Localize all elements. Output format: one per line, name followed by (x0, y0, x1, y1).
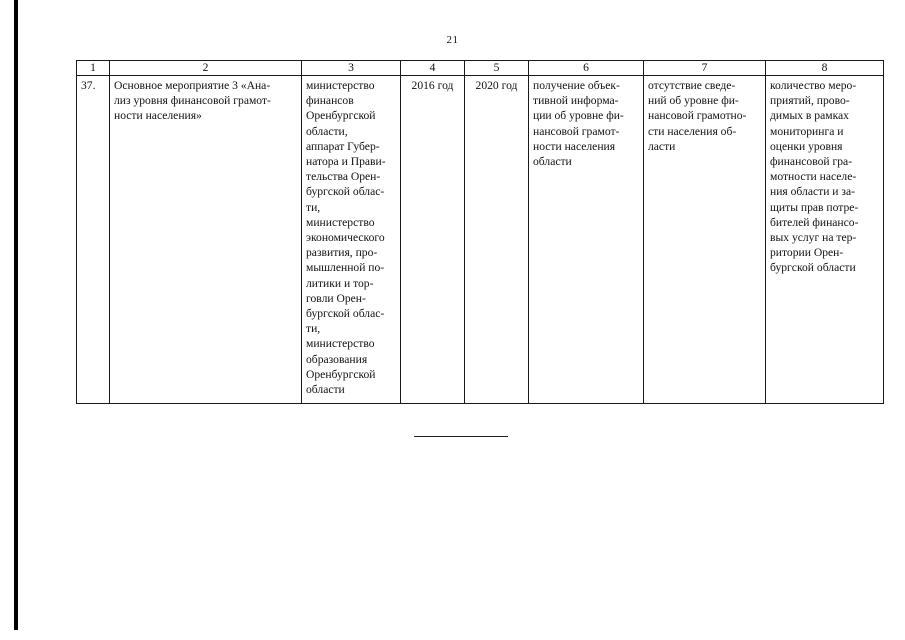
executors-cell: министерство финансов Оренбургской области, аппарат Губер- натора и Прави- тельства Орен- бургской облас- ти, министерство экономического развития, про- мышленной по- литики и тор- говли Орен- бургской облас- ти, министерство образования Оренбургской области (302, 76, 401, 404)
table-header-row (77, 61, 884, 76)
document-table (76, 60, 884, 404)
header-cell: 3 (302, 61, 401, 76)
header-cell: 4 (401, 61, 465, 76)
consequences-cell: отсутствие сведе- ний об уровне фи- нансовой грамотно- сти населения об- ласти (644, 76, 766, 404)
indicators-cell: количество меро- приятий, прово- димых в рамках мониторинга и оценки уровня финансовой гра- мотности населе- ния области и за- щиты прав потре- бителей финансо- вых услуг на тер- ритории Орен- бургской области (766, 76, 884, 404)
header-cell: 7 (644, 61, 766, 76)
start-year-cell: 2016 год (401, 76, 465, 404)
scan-edge-bar (14, 0, 18, 630)
event-name-cell: Основное мероприятие 3 «Ана- лиз уровня финансовой грамот- ности населения» (110, 76, 302, 404)
table-row (77, 76, 884, 404)
footer-divider-line (414, 436, 508, 437)
expected-result-cell: получение объек- тивной информа- ции об уровне фи- нансовой грамот- ности населения области (529, 76, 644, 404)
header-cell: 8 (766, 61, 884, 76)
header-cell: 2 (110, 61, 302, 76)
header-cell: 5 (465, 61, 529, 76)
page-number: 21 (446, 34, 459, 46)
end-year-cell: 2020 год (465, 76, 529, 404)
header-cell: 1 (77, 61, 110, 76)
row-number-cell: 37. (77, 76, 110, 404)
header-cell: 6 (529, 61, 644, 76)
